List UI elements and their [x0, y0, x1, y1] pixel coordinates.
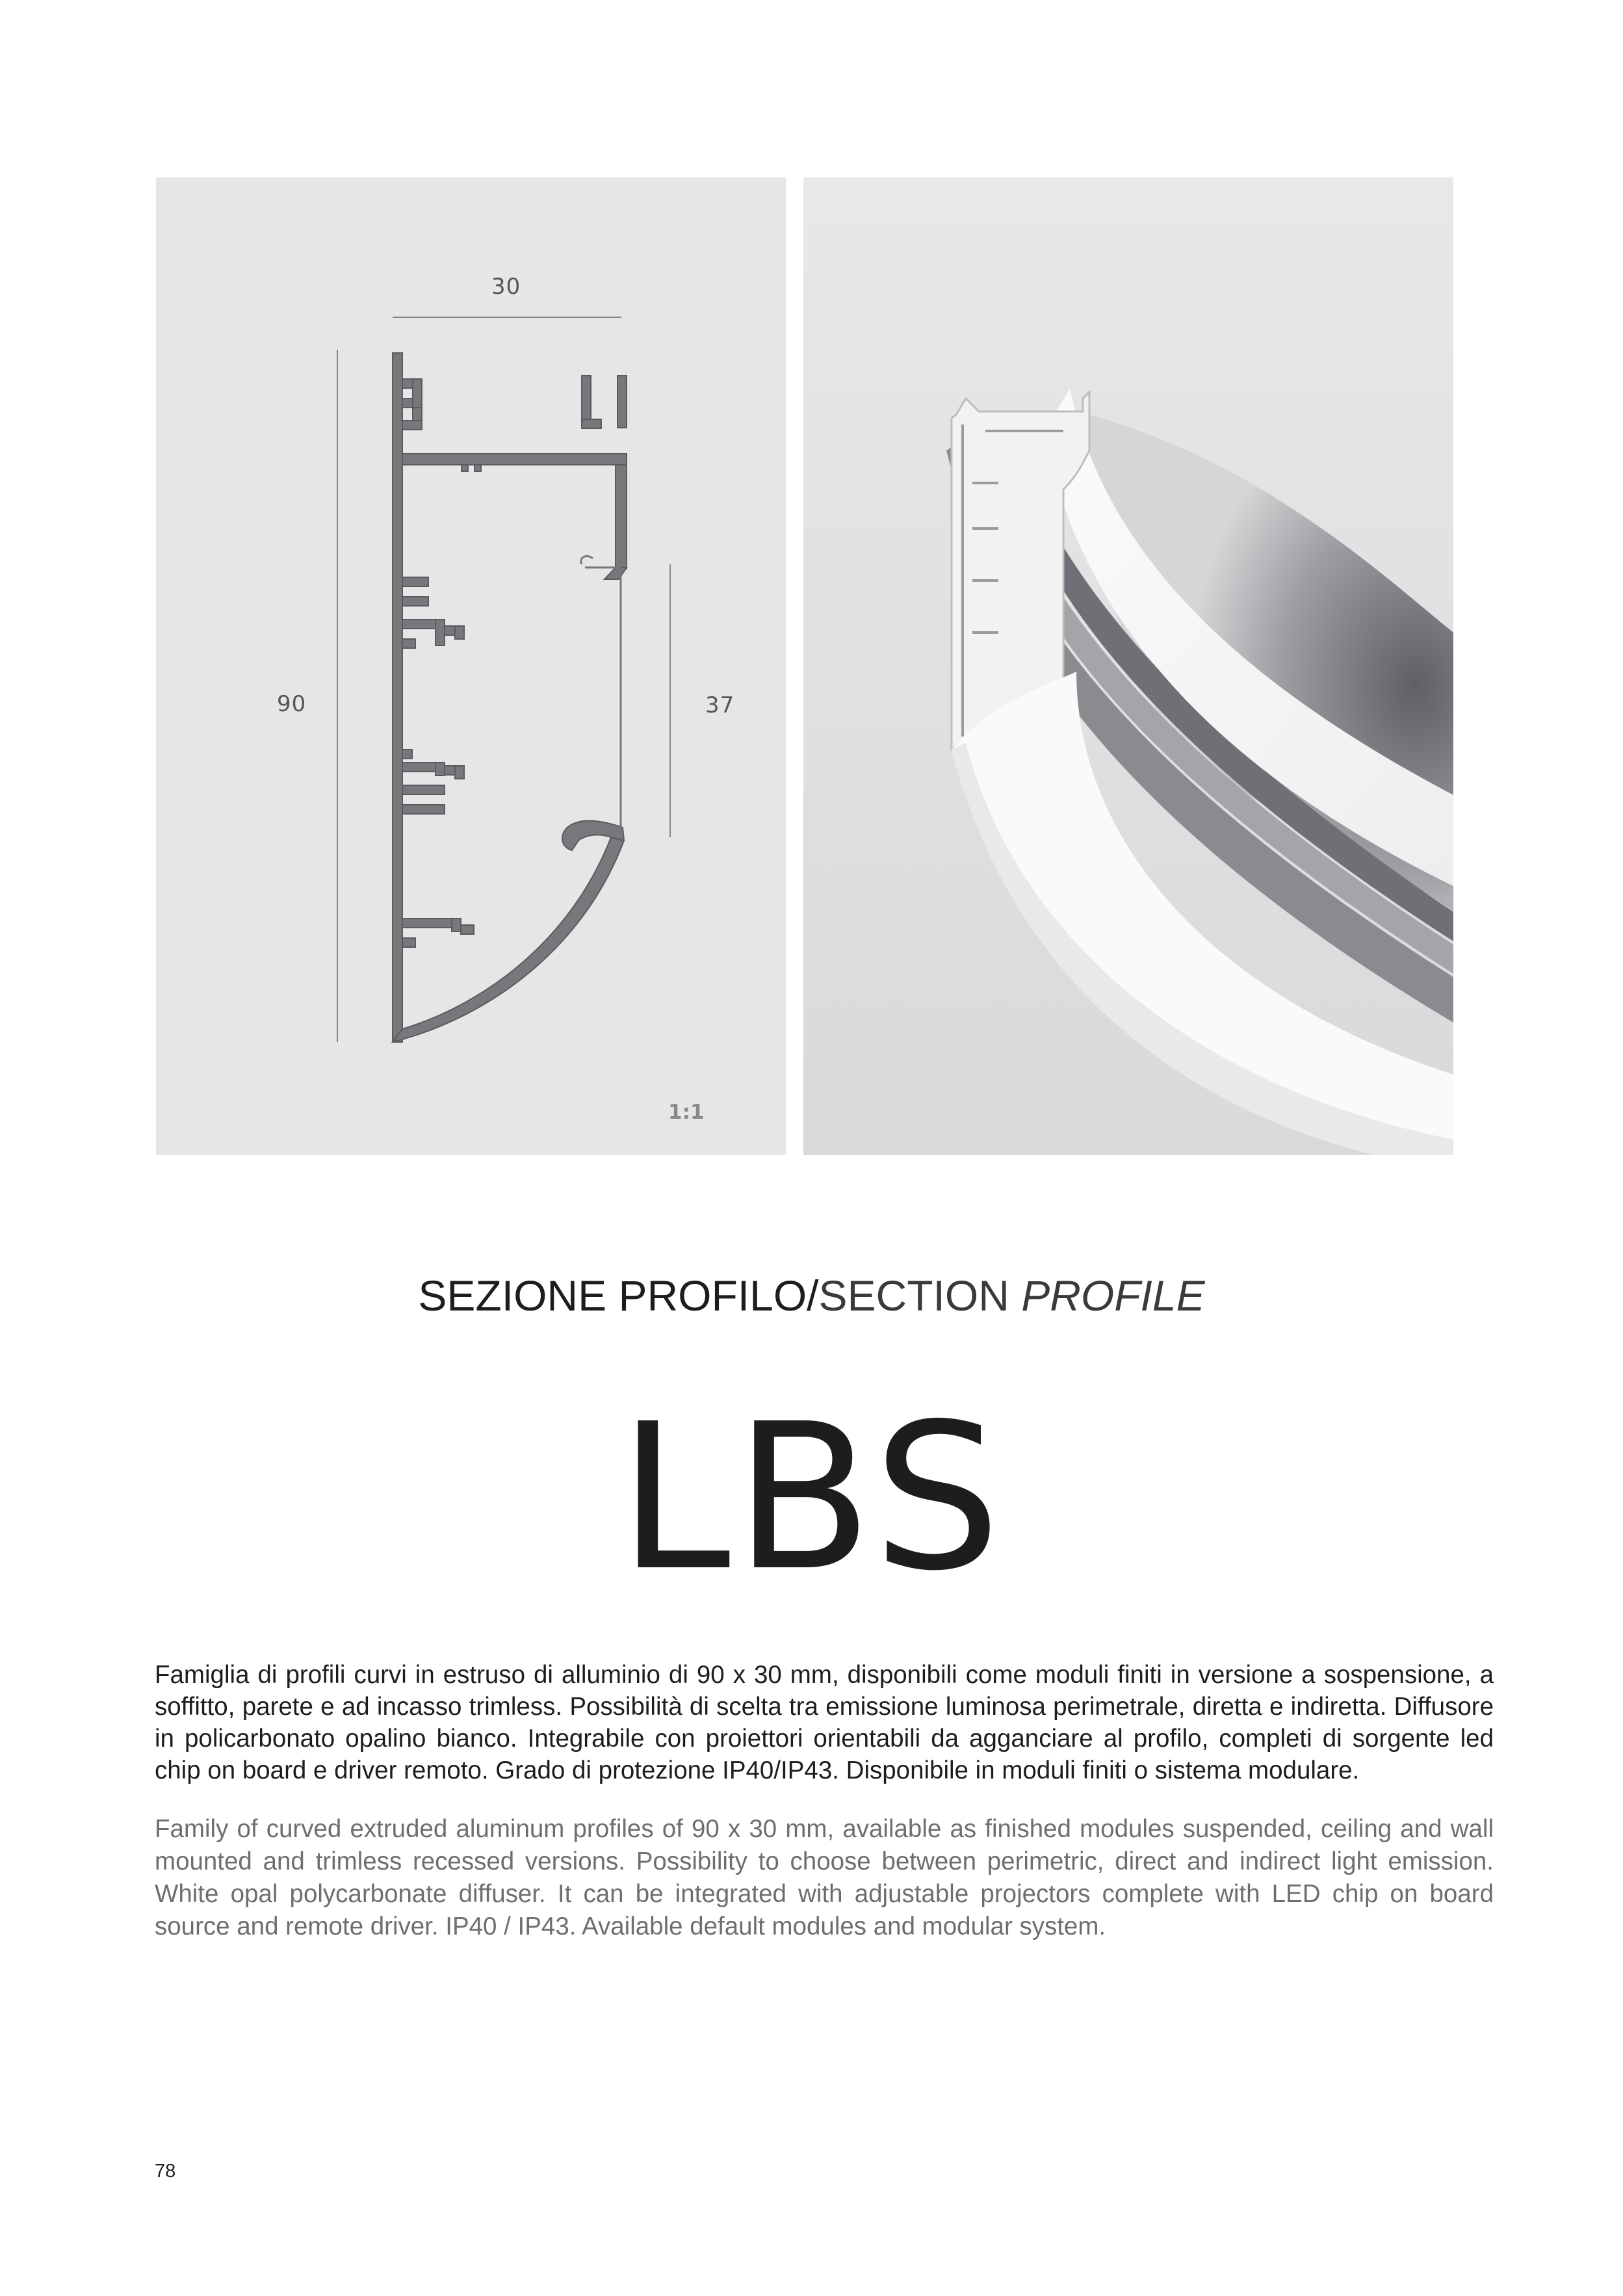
heading-english-profile: PROFILE — [1021, 1272, 1205, 1320]
scale-label: 1:1 — [668, 1101, 705, 1124]
section-profile-heading — [0, 1271, 1623, 1320]
product-render-panel — [803, 177, 1453, 1155]
product-name-title: LBS — [618, 1381, 1005, 1615]
height-dimension-label: 90 — [277, 691, 307, 717]
width-dimension-label: 30 — [491, 274, 521, 300]
page-number: 78 — [155, 2161, 176, 2182]
product-render-image — [803, 177, 1453, 1155]
heading-italian: SEZIONE PROFILO/ — [418, 1272, 819, 1320]
diffuser-outline — [585, 567, 621, 834]
section-drawing-panel — [156, 177, 786, 1155]
description-italian: Famiglia di profili curvi in estruso di alluminio di 90 x 30 mm, disponibili come moduli finiti in versione a sospensione, a soffitto, parete e ad incasso trimless. Possibilità di scelta tra emissione luminosa perimetrale, diretta e indiretta. Diffusore in policarbonato opalino bianco. Integrabile con proiettori orientabili da agganciare al profilo, completi di sorgente led chip on board e driver remoto. Grado di protezione IP40/IP43. Disponibile in moduli finiti o sistema modulare. — [155, 1661, 1494, 1784]
heading-english-section: SECTION — [818, 1272, 1022, 1320]
profile-section-drawing — [156, 177, 786, 1155]
aluminum-profile-shape — [393, 353, 627, 1042]
diffuser-dimension-label: 37 — [705, 692, 735, 718]
description-english: Family of curved extruded aluminum profiles of 90 x 30 mm, available as finished modules suspended, ceiling and wall mounted and trimless recessed versions. Possibility to choose between perimetric, direct and indirect light emission. White opal polycarbonate diffuser. It can be integrated with adjustable projectors complete with LED chip on board source and remote driver. IP40 / IP43. Available default modules and modular system. — [155, 1815, 1494, 1940]
